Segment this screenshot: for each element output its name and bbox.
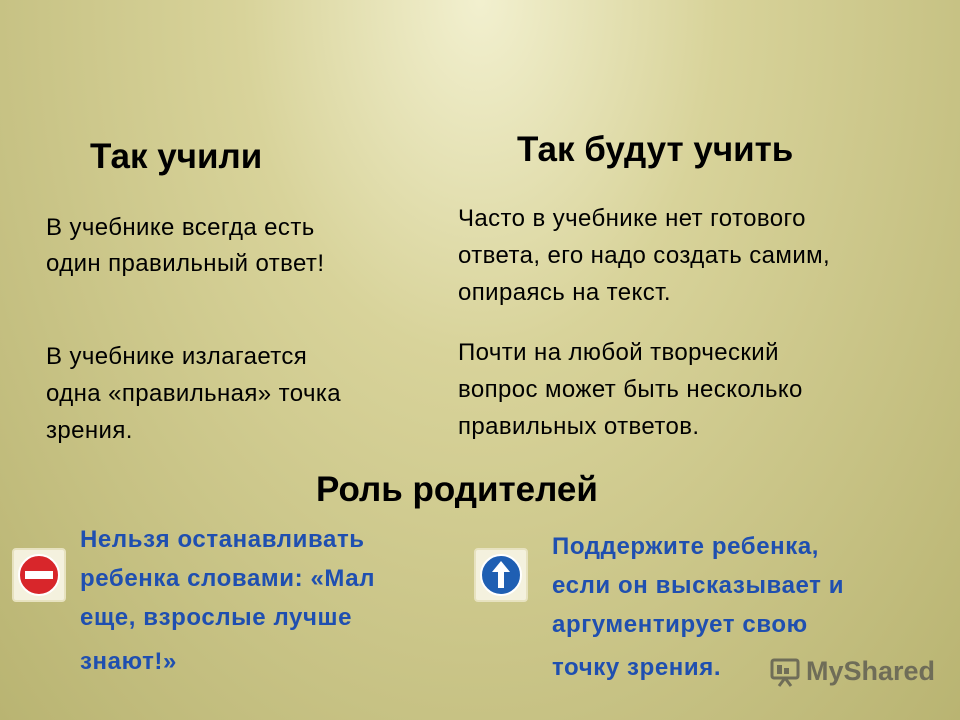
right-paragraph-2 [458, 334, 803, 445]
left-p1-line1: В учебнике всегда есть [46, 214, 315, 241]
watermark-text: MyShared [806, 656, 936, 686]
parents-heading: Роль родителей [316, 470, 598, 509]
presentation-icon [768, 657, 802, 687]
right-heading: Так будут учить [517, 130, 794, 169]
left-paragraph-1 [46, 210, 324, 282]
left-heading: Так учили [90, 137, 263, 176]
parents-right-line2: если он высказывает и [552, 572, 845, 599]
left-p1-line2: один правильный ответ! [46, 250, 325, 277]
parents-left-line1: Нельзя останавливать [80, 526, 365, 553]
parents-left-text [80, 520, 375, 681]
parents-right-line1: Поддержите ребенка, [552, 533, 820, 560]
no-entry-sign-icon [12, 548, 66, 602]
right-p2-line2: вопрос может быть несколько [458, 376, 803, 403]
left-p2-line2: одна «правильная» точка [46, 380, 342, 407]
left-p2-line1: В учебнике излагается [46, 343, 308, 370]
right-p1-line3: опираясь на текст. [458, 279, 671, 306]
parents-left-line3: еще, взрослые лучше [80, 604, 353, 631]
right-p2-line1: Почти на любой творческий [458, 339, 779, 366]
right-p1-line2: ответа, его надо создать самим, [458, 242, 831, 269]
parents-right-line4: точку зрения. [552, 654, 722, 681]
parents-left-line4: знают!» [80, 648, 177, 675]
left-paragraph-2 [46, 338, 341, 449]
up-arrow-sign-icon [474, 548, 528, 602]
right-p1-line1: Часто в учебнике нет готового [458, 205, 806, 232]
watermark [768, 656, 935, 687]
parents-right-line3: аргументирует свою [552, 611, 808, 638]
right-paragraph-1 [458, 200, 830, 311]
parents-left-line2: ребенка словами: «Мал [80, 565, 376, 592]
left-p2-line3: зрения. [46, 417, 133, 444]
right-p2-line3: правильных ответов. [458, 413, 700, 440]
